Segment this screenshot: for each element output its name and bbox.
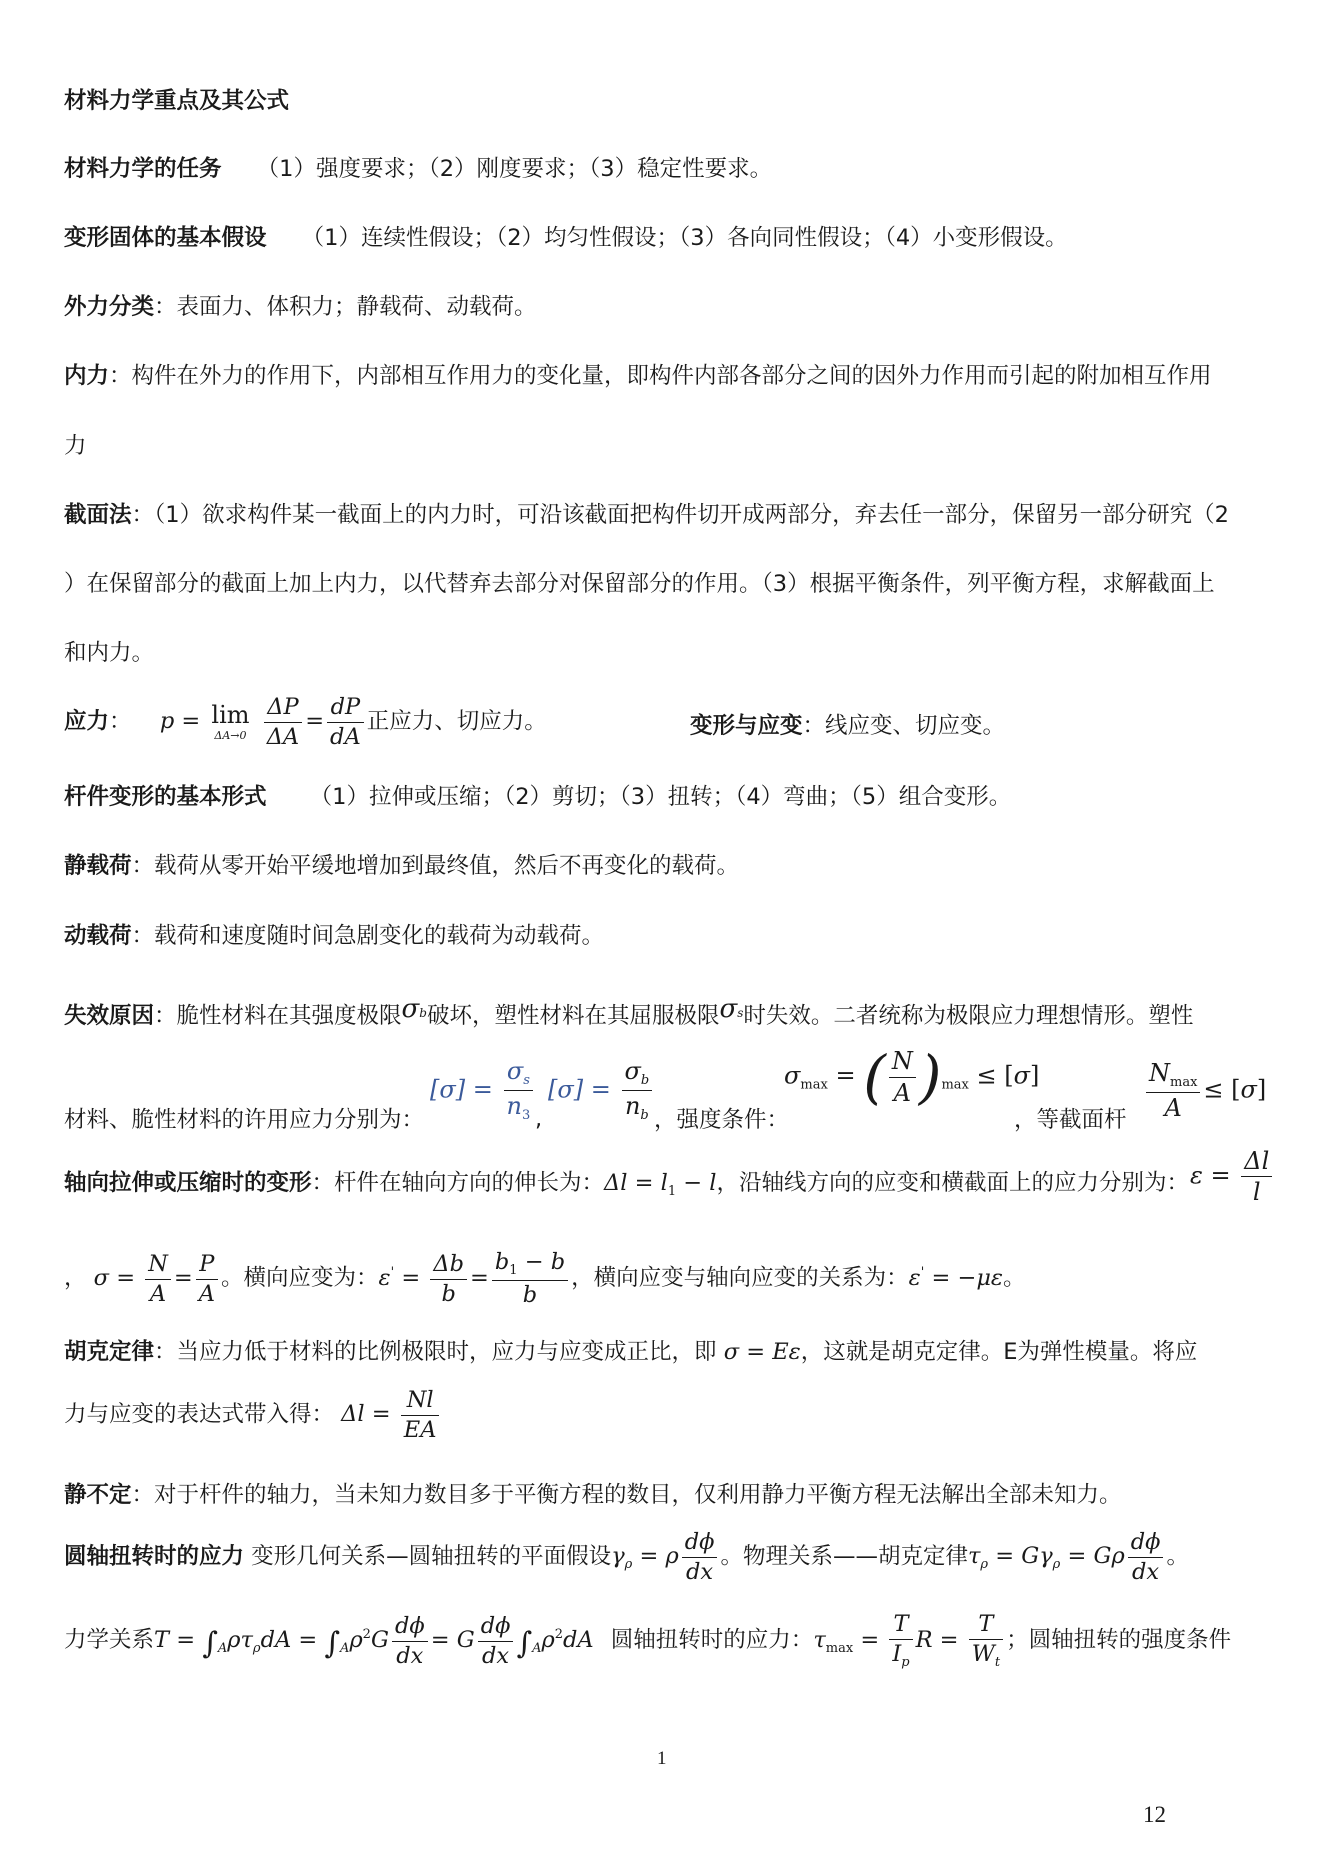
paragraph-hooke: [64, 1337, 1263, 1367]
term-heading: 截面法: [64, 502, 132, 528]
term-heading: 动载荷: [64, 923, 132, 949]
comma: ,: [535, 1106, 543, 1132]
term-text: 圆轴扭转时的应力：: [610, 1627, 814, 1654]
formula-hooke: σ = Eε: [723, 1339, 801, 1365]
formula-shear-stress: $\tau_\rho = G\gamma_\rho = G\rho$ $\frac{d\phi}{dx}$: [968, 1543, 1166, 1569]
uniform-bar-label: ，等截面杆: [1014, 1107, 1127, 1133]
strength-condition-label: ，强度条件：: [654, 1107, 790, 1133]
term-heading: 杆件变形的基本形式: [64, 784, 267, 810]
formula-stress: p = lim ΔA→0 $\frac{\Delta P}{\Delta A}$ = $\frac{dP}{dA}$: [160, 708, 367, 734]
term-heading: 应力: [64, 708, 110, 735]
term-text: 。物理关系——胡克定律: [720, 1543, 968, 1570]
term-text: ：载荷从零开始平缓地增加到最终值，然后不再变化的载荷。: [131, 853, 740, 879]
term-text: 正应力、切应力。: [366, 708, 547, 735]
term-heading: 轴向拉伸或压缩时的变形: [64, 1170, 312, 1196]
formula-lateral-strain: ε' = $\frac{\Delta b}{b}$ = $\frac{b_1 - b}{b}$: [379, 1265, 572, 1291]
term-text: 破坏，塑性材料在其屈服极限: [426, 1003, 720, 1029]
term-text: ：对于杆件的轴力，当未知力数目多于平衡方程的数目，仅利用静力平衡方程无法解出全部未知力。: [131, 1482, 1122, 1508]
term-text: （1）连续性假设；（2）均匀性假设；（3）各向同性假设；（4）小变形假设。: [301, 225, 1068, 251]
term-text: ：构件在外力的作用下，内部相互作用力的变化量，即构件内部各部分之间的因外力作用而引起的附加相互作用: [109, 363, 1212, 389]
formula-max-shear: $\tau_{max}$ = $\frac{T}{I_p}$ R = $\frac{T}{W_t}$: [813, 1627, 1006, 1653]
comma: ，: [64, 1265, 87, 1292]
paragraph-section-method: [64, 500, 1263, 530]
term-text: ：线应变、切应变。: [802, 713, 1006, 739]
paragraph-failure: [64, 994, 1263, 1031]
term-text: 力学关系: [64, 1627, 155, 1654]
formula-strain: ε = $\frac{\Delta l}{l}$: [1190, 1148, 1275, 1206]
term-text: ，横向应变与轴向应变的关系为：: [571, 1265, 909, 1292]
term-heading: 失效原因: [64, 1003, 155, 1029]
document-title: 材料力学重点及其公式: [64, 88, 290, 114]
paragraph-internal-force-cont: 力: [64, 433, 87, 459]
paragraph-failure-cont: 材料、脆性材料的许用应力分别为：: [64, 1107, 425, 1133]
term-text: ：脆性材料在其强度极限: [154, 1003, 402, 1029]
paragraph-section-method-cont: ）在保留部分的截面上加上内力，以代替弃去部分对保留部分的作用。（3）根据平衡条件，列平衡方程，求解截面上: [64, 571, 1215, 597]
formula-allowable-plastic: [σ] = $\frac{\sigma_s}{n_3}$: [430, 1058, 536, 1124]
term-text: 。: [1003, 1265, 1026, 1292]
paragraph-task: [64, 154, 1263, 184]
term-text: ，这就是胡克定律。E为弹性模量。将应: [800, 1339, 1198, 1365]
term-text: （1）强度要求；（2）刚度要求；（3）稳定性要求。: [256, 156, 773, 182]
paragraph-external-force: [64, 292, 1263, 322]
term-heading: 变形与应变: [690, 713, 803, 739]
paragraph-static-load: [64, 851, 1263, 881]
formula-uniform-bar: $N_{max}$ A ≤ [σ]: [1143, 1060, 1266, 1122]
formula-elongation: $\Delta l = l_1 - l$: [604, 1170, 717, 1199]
term-text: 时失效。二者统称为极限应力理想情形。塑性: [743, 1003, 1194, 1029]
term-heading: 胡克定律: [64, 1339, 155, 1365]
term-text: 力与应变的表达式带入得：: [64, 1401, 335, 1428]
formula-strength-condition: $\sigma_{max}$ = ( $\frac{N}{A}$ )$_{max} \le [\sigma]$: [784, 1043, 1040, 1111]
formula-elongation-hooke: Δl = $\frac{Nl}{EA}$: [341, 1401, 442, 1427]
term-text: （1）拉伸或压缩；（2）剪切；（3）扭转；（4）弯曲；（5）组合变形。: [309, 784, 1012, 810]
paragraph-axial: [64, 1165, 1189, 1199]
paragraph-stress: [64, 695, 547, 750]
page-number: 1: [657, 1748, 667, 1769]
term-text: ：杆件在轴向方向的伸长为：: [311, 1170, 605, 1196]
paragraph-torsion-cont: [64, 1612, 1231, 1670]
formula-sigma-b: σb: [401, 994, 427, 1024]
paragraph-hooke-cont: [64, 1388, 442, 1443]
paragraph-dynamic-load: [64, 921, 1263, 951]
formula-shear-strain: $\gamma_\rho = \rho$ $\frac{d\phi}{dx}$: [611, 1543, 720, 1569]
term-heading: 材料力学的任务: [64, 156, 222, 182]
term-text: ，沿轴线方向的应变和横截面上的应力分别为：: [716, 1170, 1190, 1196]
term-text: 。: [1166, 1543, 1189, 1570]
term-text: 变形几何关系—圆轴扭转的平面假设: [251, 1543, 612, 1570]
formula-poisson: ε' = −με: [908, 1265, 1004, 1292]
paragraph-statically-indeterminate: [64, 1480, 1263, 1510]
term-text: ；圆轴扭转的强度条件: [1006, 1627, 1232, 1654]
term-heading: 静不定: [64, 1482, 132, 1508]
page-number-total: 12: [1143, 1802, 1166, 1827]
term-heading: 圆轴扭转时的应力: [64, 1543, 245, 1570]
term-text: ：载荷和速度随时间急剧变化的载荷为动载荷。: [131, 923, 605, 949]
paragraph-strain: [690, 708, 1005, 740]
formula-axial-stress: σ = $\frac{N}{A}$ = $\frac{P}{A}$: [94, 1265, 221, 1291]
paragraph-torsion: [64, 1530, 1189, 1585]
term-text: ：表面力、体积力；静载荷、动载荷。: [154, 294, 537, 320]
formula-torque: $T = \int_A\rho\tau_\rho dA = \int_A\rho^2G$ $\frac{d\phi}{dx}$ = G $\frac{d\phi}{dx}$ $\int_A\rho^2dA$: [154, 1612, 594, 1669]
term-text: ：当应力低于材料的比例极限时，应力与应变成正比，即: [154, 1339, 717, 1365]
term-heading: 变形固体的基本假设: [64, 225, 267, 251]
paragraph-internal-force: [64, 361, 1263, 391]
formula-allowable-brittle: [σ] = $\frac{\sigma_b}{n_b}$: [548, 1058, 655, 1124]
formula-sigma-s: σs: [719, 994, 744, 1024]
term-colon: ：: [109, 708, 132, 735]
paragraph-deformation-forms: [64, 782, 1263, 812]
term-text: 。横向应变为：: [221, 1265, 379, 1292]
paragraph-axial-cont: [64, 1250, 1026, 1308]
paragraph-section-method-cont2: 和内力。: [64, 640, 155, 666]
paragraph-assumptions: [64, 223, 1263, 253]
term-heading: 外力分类: [64, 294, 155, 320]
term-text: ：（1）欲求构件某一截面上的内力时，可沿该截面把构件切开成两部分，弃去任一部分，保留另一部分研究（2: [131, 502, 1229, 528]
term-heading: 内力: [64, 363, 110, 389]
term-heading: 静载荷: [64, 853, 132, 879]
